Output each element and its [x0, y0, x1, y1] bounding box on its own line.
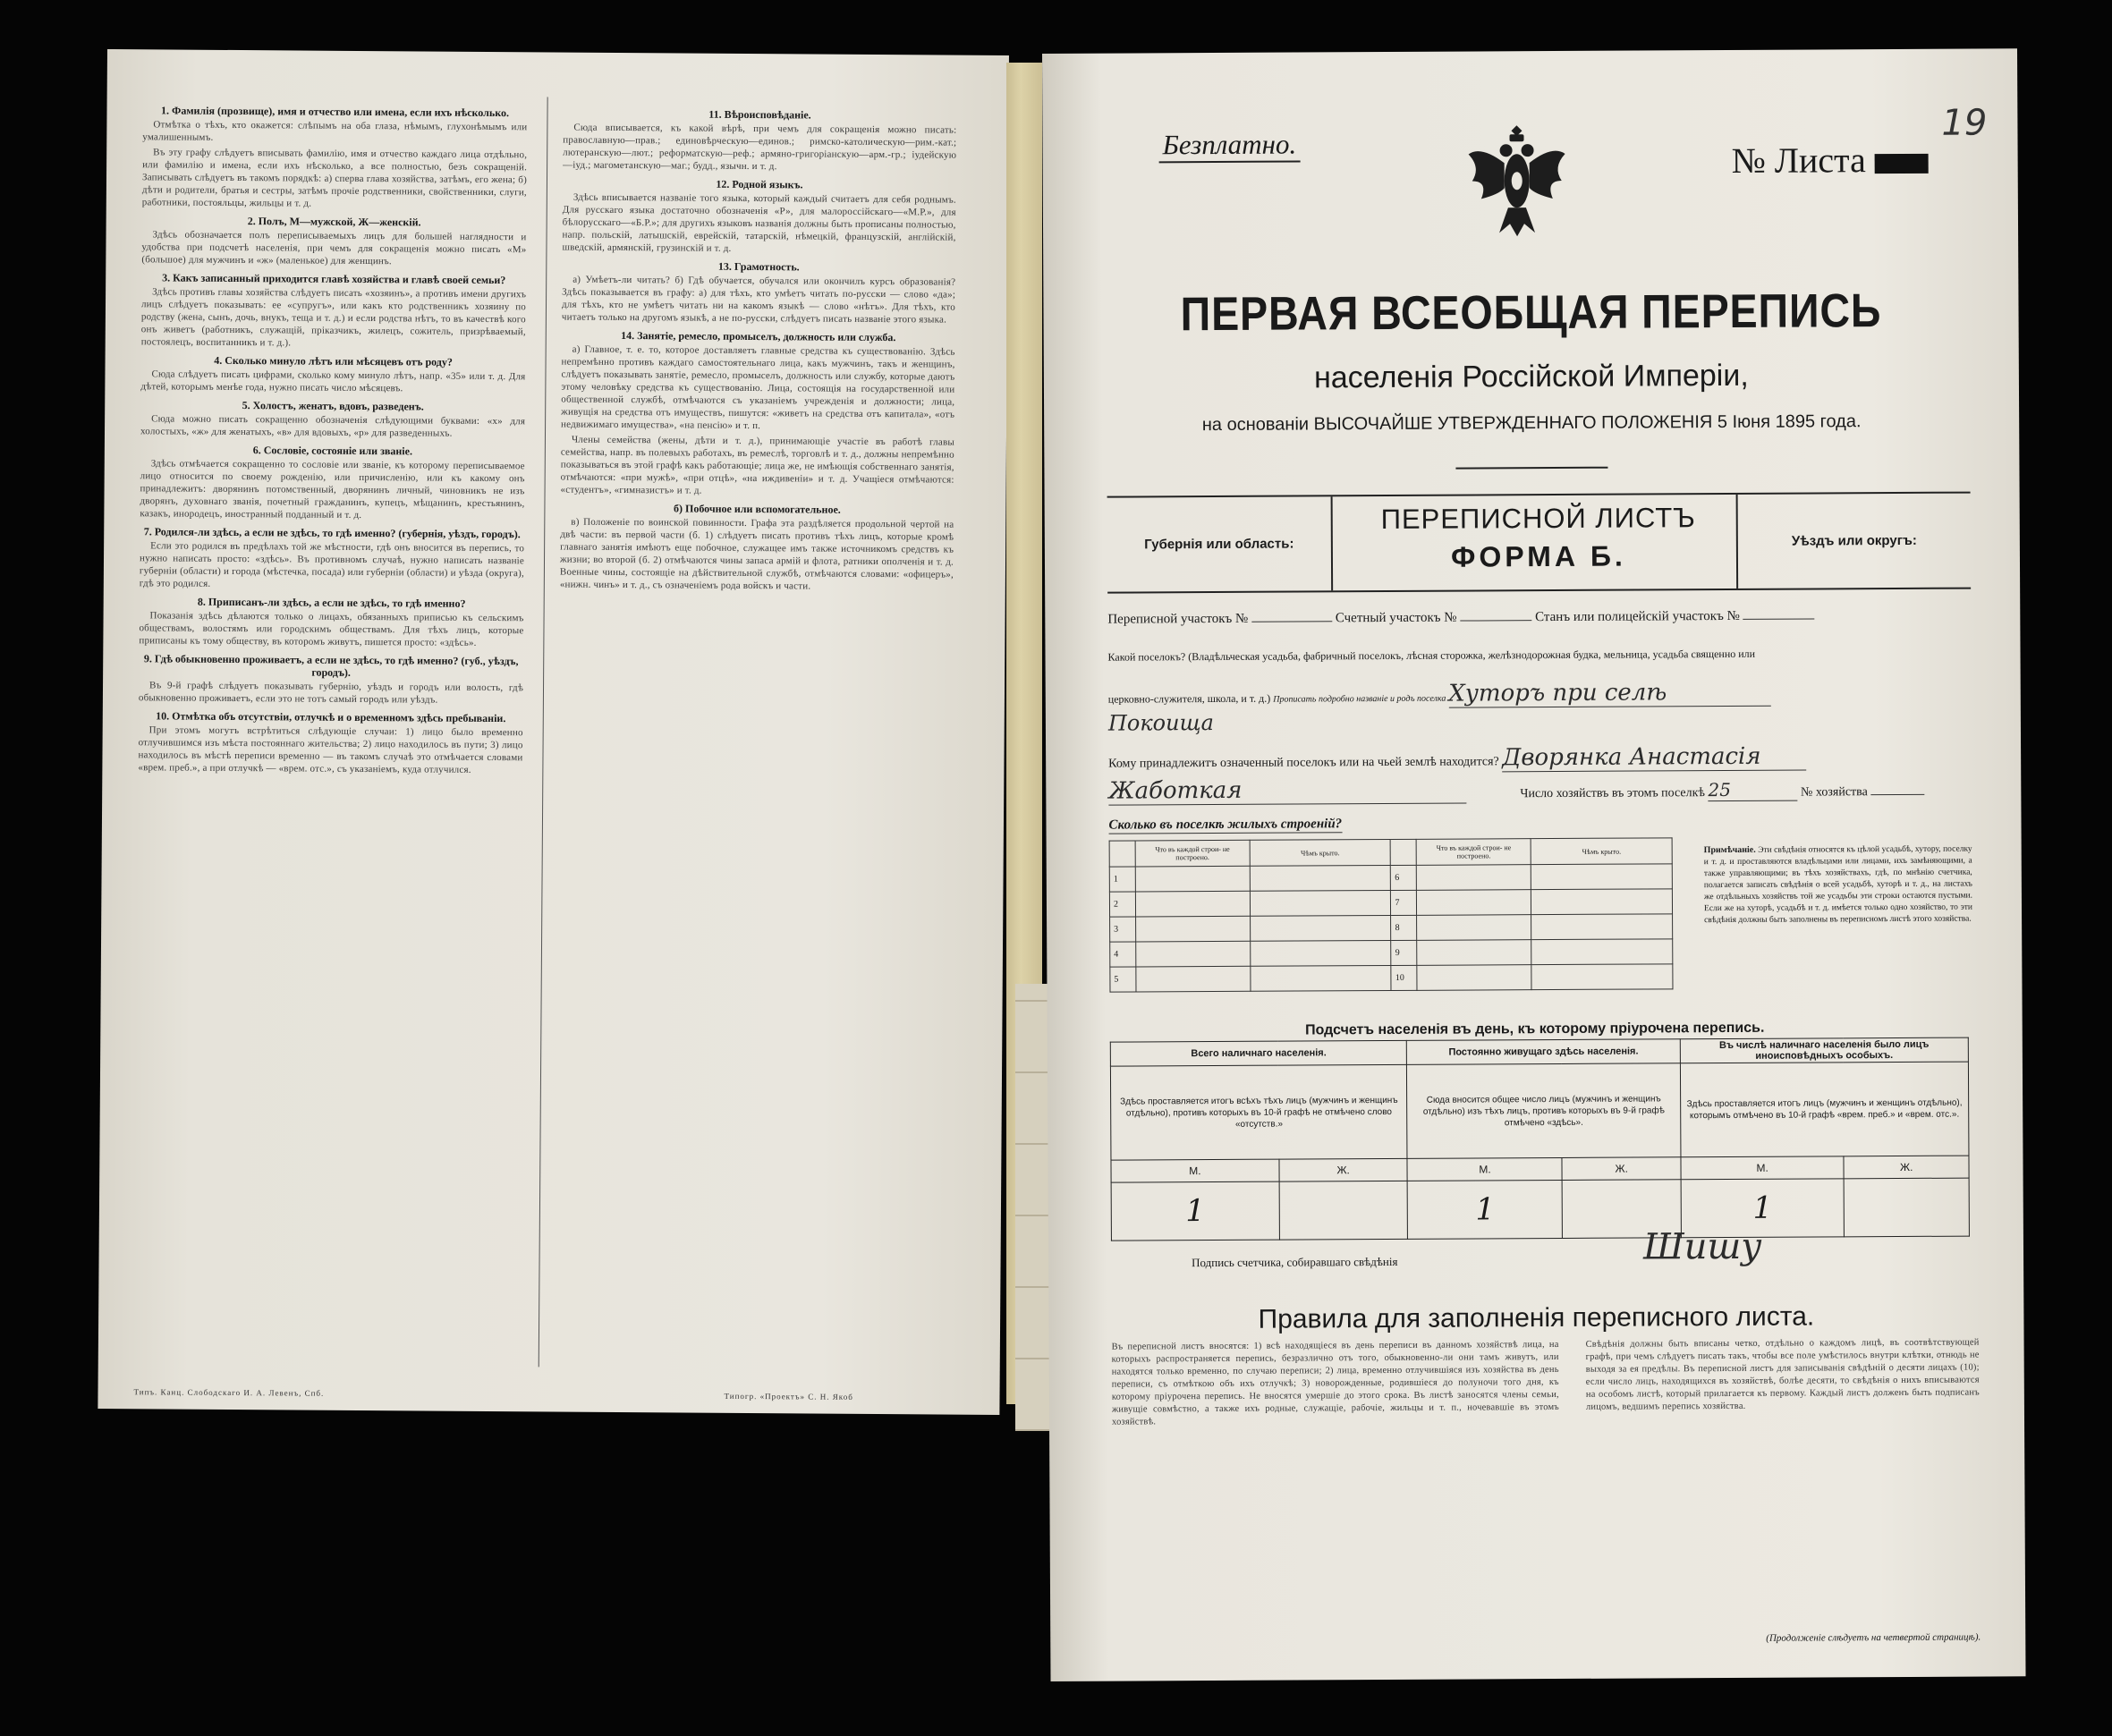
- buildings-note: [1704, 843, 1972, 927]
- building-cell: [1417, 940, 1531, 966]
- female-column-label: Ж.: [1562, 1157, 1680, 1181]
- enumerator-signature-label: Подпись счетчика, собиравшаго свѣдѣнія: [1192, 1254, 1398, 1270]
- form-header-box: [1107, 492, 1972, 594]
- note-text: Эти свѣдѣнія относятся къ цѣлой усадьбѣ, хутору, поселку и т. д. и проставляются владѣльцами или лицами, ихъ замѣняющими, а также управляющими; въ тѣхъ хозяйствахъ, гдѣ, по мнѣнію счетчика, полагается записать свѣдѣнія о всей усадьбѣ, хуторѣ и т. д., на листахъ же отдѣльныхъ хозяйствъ той же усадьбы эти строки остаются пустыми. Если же на хуторѣ, усадьбѣ и т. д. имѣется только одно хозяйство, то эти свѣдѣнія должны быть заполнены въ переписномъ листѣ этого хозяйства.: [1703, 844, 1973, 926]
- female-column-label: Ж.: [1279, 1158, 1408, 1181]
- buildings-header-built-2: Что въ каждой строи- не построено.: [1416, 839, 1531, 866]
- form-letter: ФОРМА Б.: [1451, 539, 1626, 573]
- building-cell: [1250, 915, 1391, 941]
- continued-note: (Продолженіе слѣдуетъ на четвертой страницѣ).: [1766, 1631, 1981, 1644]
- building-cell: [1531, 914, 1673, 940]
- households-count: 25: [1708, 779, 1797, 802]
- instruction-paragraph: Отмѣтка о тѣхъ, кто окажется: слѣпымъ на оба глаза, нѣмымъ, глухонѣмымъ или умалишеннымъ.: [142, 119, 528, 143]
- instruction-paragraph: а) Главное, т. е. то, которое доставляетъ главные средства къ существованію. Здѣсь непремѣнно противъ каждаго самостоятельнаго лица, какъ мужчинъ, такъ и женщинъ, слѣдуетъ показывать занятіе, ремесло, промыселъ, должность или службу, которые даютъ этому человѣку средства къ существованію. Лица, состоящія на государственной или общественной службѣ, отмѣчаются съ указаніемъ учрежденія и должности; лица, живущія на средства отъ имуществъ, пишутся: «живетъ на средства отъ капитала», «отъ недвижимаго имущества», «на пенсію» и т. п.: [561, 343, 955, 432]
- enumerator-signature: Шишу: [1642, 1225, 1762, 1268]
- building-number: 2: [1109, 892, 1135, 917]
- count-district-label: Счетный участокъ №: [1335, 610, 1457, 626]
- instruction-paragraph: Въ эту графу слѣдуетъ вписывать фамилію, имя и отчество каждаго лица отдѣльно, или фамилію и имена, если ихъ нѣсколько, а все полностью, безъ сокращеній. Записывать слѣдуетъ въ такомъ порядкѣ: а) сперва глава хозяйства, затѣмъ, его жена; б) дѣти и родители, братья и сестры, затѣмъ прочіе родственники, свойственники, слуги, работники, постояльцы, жильцы и т. д.: [141, 147, 528, 209]
- sheet-number-label: № Листа: [1731, 140, 1866, 181]
- building-row: [1110, 914, 1673, 942]
- uezd-field: Уѣздъ или округъ:: [1736, 494, 1972, 589]
- count-desc-resident: Сюда вносится общее число лицъ (мужчинъ и женщинъ отдѣльно) изъ тѣхъ лицъ, противъ которыхъ въ 9-й графѣ отмѣчено «здѣсь».: [1407, 1063, 1681, 1159]
- legal-basis: на основаніи ВЫСОЧАЙШЕ УТВЕРЖДЕННАГО ПОЛОЖЕНІЯ 5 Іюня 1895 года.: [1201, 411, 1862, 436]
- population-count-table: [1110, 1037, 1970, 1241]
- building-cell: [1417, 915, 1531, 941]
- settlement-label-cont: церковно-служителя, школа, и т. д.): [1107, 691, 1271, 706]
- title-rule: [1455, 467, 1607, 470]
- buildings-question: Сколько въ поселкѣ жилыхъ строеній?: [1108, 817, 1343, 833]
- building-row: [1109, 889, 1672, 917]
- instruction-paragraph: Въ 9-й графѣ слѣдуетъ показывать губернію, уѣздъ и городъ или волость, гдѣ обыкновенно проживаетъ, если это не тотъ самый городъ или уѣздъ.: [138, 680, 524, 706]
- count-value-other-m: 1: [1681, 1179, 1845, 1238]
- households-label: Число хозяйствъ въ этомъ поселкѣ: [1520, 786, 1706, 801]
- building-cell: [1135, 866, 1250, 892]
- census-district-field: [1251, 621, 1332, 622]
- census-district-label: Переписной участокъ №: [1107, 611, 1249, 627]
- instruction-heading: 14. Занятіе, ремесло, промыселъ, должность или служба.: [621, 329, 896, 344]
- building-cell: [1251, 965, 1392, 991]
- rules-text-right: Свѣдѣнія должны быть вписаны четко, отдѣльно о каждомъ лицѣ, въ соотвѣтствующей графѣ, при чемъ слѣдуетъ писать такъ, чтобы все поле умѣстилось внутри клѣтки, отнюдь не выходя за ея предѣлы. Въ переписной листъ для записыванія свѣдѣній о десяти лицахъ (10); если число лицъ, находящихся въ хозяйствѣ, болѣе десяти, то свѣдѣнія о нихъ вписываются на особомъ листѣ, который прилагается къ первому. Каждый листъ долженъ быть подписанъ лицомъ, ведшимъ перепись хозяйства.: [1585, 1337, 1980, 1412]
- count-header-resident: Постоянно живущаго здѣсь населенія.: [1407, 1039, 1681, 1065]
- rules-title: Правила для заполненія переписного листа.: [1258, 1301, 1815, 1334]
- note-title: Примѣчаніе.: [1703, 844, 1756, 856]
- building-cell: [1531, 964, 1673, 990]
- form-subtitle: населенія Россійской Имперіи,: [1313, 358, 1749, 395]
- redaction-bar: [1875, 154, 1929, 174]
- police-district-field: [1743, 618, 1815, 619]
- settlement-handwritten: Хуторъ при селѣ: [1448, 679, 1770, 708]
- instruction-paragraph: Показанія здѣсь дѣлаются только о лицахъ, обязанныхъ приписью къ сельскимъ обществамъ, волостямъ или городскимъ обществамъ. Для тѣхъ лицъ, которые приписаны къ тому обществу, въ которомъ живутъ, пишется просто: «здѣсь».: [139, 610, 524, 648]
- instruction-heading: 5. Холостъ, женатъ, вдовъ, разведенъ.: [242, 399, 424, 413]
- instruction-paragraph: Сюда слѣдуетъ писать цифрами, сколько кому минуло лѣтъ, напр. «35» или т. д. Для дѣтей, которымъ менѣе года, нужно писать число мѣсяцевъ.: [140, 368, 526, 394]
- settlement-value-row: [1108, 678, 1967, 710]
- instructions-column-right: [560, 102, 957, 597]
- building-cell: [1250, 890, 1391, 916]
- instruction-paragraph: При этомъ могутъ встрѣтиться слѣдующіе случаи: 1) лицо было временно отлучившимся изъ мѣста постояннаго жительства; 2) лицо находилось въ пути; 3) лицо находилось въ мѣстѣ переписи временно — въ такомъ случаѣ это отмѣчается словами «врем. преб.», а при отлучкѣ — «врем. отс.», съ указаніемъ, куда отлучился.: [138, 724, 523, 775]
- instruction-heading: 3. Какъ записанный приходится главѣ хозяйства и главѣ своей семьи?: [162, 271, 506, 287]
- buildings-header-roof-2: Чѣмъ крыто.: [1531, 838, 1672, 865]
- building-row: [1110, 939, 1673, 967]
- building-cell: [1531, 889, 1673, 915]
- female-column-label: Ж.: [1844, 1156, 1969, 1179]
- building-number: 6: [1391, 865, 1417, 890]
- instruction-paragraph: Здѣсь обозначается полъ переписываемыхъ лицъ для большей наглядности и удобства при подсчетѣ населенія, при чемъ для сокращенія можно писать «М» (большое) для мужчинъ и «ж» (маленькое) для женщинъ.: [141, 229, 527, 267]
- instruction-heading: б) Побочное или вспомогательное.: [673, 502, 841, 516]
- form-identifier: [1333, 495, 1744, 574]
- building-cell: [1251, 940, 1392, 966]
- settlement-hint: Прописать подробно названіе и родъ поселка: [1273, 693, 1446, 705]
- count-value-other-f: [1844, 1178, 1969, 1237]
- owner-handwritten-2: Жаботкая: [1108, 776, 1466, 806]
- instruction-paragraph: а) Умѣетъ-ли читать? б) Гдѣ обучается, обучался или окончилъ курсъ образованія? Здѣсь показывается въ графу: а) для тѣхъ, кто умѣетъ читать по-русски — слово «да»; для тѣхъ, кто не умѣетъ читать ни на какомъ языкѣ — слово «нѣтъ». Для тѣхъ, кто читаетъ только на другомъ языкѣ, а не по-русски, слѣдуетъ писать названіе этого языка.: [561, 274, 956, 326]
- instruction-paragraph: Здѣсь противъ главы хозяйства слѣдуетъ писать «хозяинъ», а противъ имени другихъ лицъ слѣдуетъ показывать: ее «супругъ», или какъ кто родственникъ хозяину по родству (жена, сынъ, дочь, внукъ, теща и т. д.) и если родства нѣтъ, то въ качествѣ кого онъ живетъ (работникъ, служащій, пріказчикъ, жилецъ, сожитель, призрѣваемый, постоялецъ, воспитанникъ и т. д.).: [140, 286, 527, 349]
- instruction-heading: 8. Приписанъ-ли здѣсь, а если не здѣсь, то гдѣ именно?: [197, 595, 466, 610]
- count-value-present-m: 1: [1111, 1181, 1279, 1241]
- population-count-title: Подсчетъ населенія въ день, къ которому пріурочена перепись.: [1305, 1020, 1765, 1038]
- building-cell: [1531, 939, 1673, 965]
- settlement-label: Какой поселокъ? (Владѣльческая усадьба, фабричный поселокъ, лѣсная сторожка, желѣзнодорожная будка, мельница, усадьба священно или: [1107, 647, 1756, 664]
- count-value-resident-m: 1: [1408, 1180, 1563, 1239]
- left-page: [98, 49, 1009, 1415]
- building-number: 3: [1110, 917, 1136, 942]
- instruction-heading: 13. Грамотность.: [717, 259, 800, 274]
- building-cell: [1136, 966, 1251, 992]
- building-number: 7: [1391, 890, 1417, 915]
- count-value-present-f: [1279, 1181, 1408, 1240]
- building-cell: [1135, 916, 1250, 942]
- handwritten-page-number: 19: [1941, 102, 1988, 144]
- building-cell: [1250, 865, 1391, 891]
- instruction-heading: 4. Сколько минуло лѣтъ или мѣсяцевъ отъ роду?: [214, 353, 453, 368]
- instruction-paragraph: Если это родился въ предѣлахъ той же мѣстности, гдѣ онъ вносится въ перепись, то нужно написать просто: «здѣсь». Въ противномъ случаѣ, нужно написать названіе губерніи (области) и города (мѣстечка, посада) или губерніи (области) и уѣзда (округа), гдѣ это родился.: [139, 540, 525, 589]
- male-column-label: М.: [1111, 1159, 1279, 1182]
- instruction-heading: 9. Гдѣ обыкновенно проживаетъ, а если не здѣсь, то гдѣ именно? (губ., уѣздъ, городъ).: [143, 652, 519, 679]
- building-number: 8: [1391, 915, 1417, 940]
- building-number: 5: [1110, 967, 1136, 992]
- form-name: ПЕРЕПИСНОЙ ЛИСТЪ: [1380, 502, 1696, 536]
- owner-label: Кому принадлежитъ означенный поселокъ или на чьей землѣ находится?: [1108, 755, 1499, 771]
- building-cell: [1136, 941, 1251, 967]
- instruction-paragraph: Сюда вписывается, къ какой вѣрѣ, при чемъ для сокращенія можно писать: православную—прав.; единовѣрческую—единов.; римско-католическую—рим.-кат.; лютеранскую—лют.; реформатскую—реф.; армяно-григорiанскую—арм.-гр.; іудейскую—іуд.; магометанскую—маг.; будд., язычн. и т. д.: [563, 122, 957, 173]
- instruction-heading: 6. Сословіе, состояніе или званіе.: [252, 444, 413, 458]
- instruction-paragraph: Здѣсь вписывается названіе того языка, который каждый считаетъ для себя роднымъ. Для русскаго языка достаточно обозначенія «Р», для малороссійскаго—«М.Р.», для бѣлорусскаго—«Б.Р.»; для другихъ языковъ названія должны быть прописаны полностью, напр. польскій, латышскій, еврейскій, татарскій, нѣмецкій, французскій, англійскій, шведскій, армянскій, грузинскій и т. д.: [562, 191, 956, 254]
- building-row: [1109, 864, 1672, 892]
- building-cell: [1417, 890, 1531, 916]
- male-column-label: М.: [1407, 1157, 1562, 1181]
- building-number: 9: [1391, 940, 1417, 965]
- count-header-other: Въ числѣ наличнаго населенія было лицъ иноисповѣдныхъ особыхъ.: [1680, 1037, 1968, 1063]
- owner-row: [1108, 741, 1985, 774]
- instructions-column-left: [138, 98, 527, 779]
- building-number: 10: [1391, 965, 1417, 990]
- instruction-heading: 10. Отмѣтка объ отсутствіи, отлучкѣ и о временномъ здѣсь пребываніи.: [156, 709, 506, 725]
- buildings-header-roof: Чѣмъ крыто.: [1250, 839, 1391, 866]
- count-desc-other: Здѣсь проставляется итогъ лицъ (мужчинъ и женщинъ отдѣльно), которымъ отмѣчено въ 10-й графѣ «врем. преб.» и «врем. отс.».: [1680, 1062, 1969, 1157]
- imperial-eagle-emblem: [1463, 118, 1571, 244]
- building-cell: [1417, 965, 1531, 991]
- buildings-table: [1109, 837, 1674, 992]
- instruction-paragraph: Сюда можно писать сокращенно обозначенія слѣдующими буквами: «х» для холостыхъ, «ж» для женатыхъ, «в» для вдовыхъ, «р» для разведенныхъ.: [140, 413, 526, 439]
- form-title: ПЕРВАЯ ВСЕОБЩАЯ ПЕРЕПИСЬ: [1180, 284, 1882, 342]
- owner-handwritten: Дворянка Анастасія: [1502, 743, 1806, 773]
- free-stamp: Безплатно.: [1158, 128, 1300, 163]
- instruction-paragraph: Здѣсь отмѣчается сокращенно то сословіе или званіе, къ которому переписываемое лицо относится по своему рожденію, или причисленію, или къ какому онъ принадлежитъ: дворянинъ потомственный, дворянинъ личный, чиновникъ не изъ дворянъ, духовнаго званія, почетный гражданинъ, купецъ, мѣщанинъ, крестьянинъ, казакъ, инородецъ, иностранный подданный и т. д.: [140, 458, 525, 521]
- households-row: [1520, 777, 1985, 802]
- count-district-field: [1460, 620, 1531, 621]
- settlement-type-row: [1107, 647, 1966, 665]
- sheet-number: [1732, 139, 1929, 182]
- gubernia-field: Губернія или область:: [1107, 496, 1334, 591]
- rules-text-left: Въ переписной листъ вносятся: 1) всѣ находящіеся въ день переписи въ данномъ хозяйствѣ лица, на которыхъ распространяется перепись, безразлично отъ того, обыкновенно-ли они тамъ живутъ, или находятся только временно, по случаю переписи; 2) лица, временно отлучившіяся изъ хозяйства въ день переписи, съ отмѣткою объ ихъ отлучкѣ; 3) новорожденные, родившіеся до полуночи того дня, къ которому пріурочена перепись. Не вносятся умершіе до этого срока. Въ листѣ заносятся члены семьи, живущіе совмѣстно, а также ихъ родные, служащіе, рабочіе, жильцы и т. п., ночевавшіе въ этомъ хозяйствѣ.: [1111, 1339, 1559, 1427]
- instruction-heading: 12. Родной языкъ.: [716, 177, 803, 191]
- district-numbers-row: [1107, 608, 1966, 628]
- buildings-header-built: Что въ каждой строи- не построено.: [1135, 840, 1250, 867]
- instruction-heading: 7. Родился-ли здѣсь, а если не здѣсь, то гдѣ именно? (губернія, уѣздъ, городъ).: [143, 525, 521, 541]
- count-header-present: Всего наличнаго населенія.: [1110, 1040, 1407, 1066]
- count-desc-present: Здѣсь проставляется итогъ всѣхъ тѣхъ лицъ (мужчинъ и женщинъ отдѣльно), противъ которыхъ въ 10-й графѣ не отмѣчено слово «отсутств.»: [1110, 1064, 1407, 1160]
- building-cell: [1135, 891, 1250, 917]
- police-district-label: Станъ или полицейскій участокъ №: [1535, 608, 1740, 625]
- printer-imprint-right: Типогр. «Проектъ» С. Н. Якоб: [724, 1391, 853, 1402]
- printer-imprint-left: Типъ. Канц. Слободскаго И. А. Левенъ, Спб.: [133, 1387, 325, 1398]
- census-form-page: [1042, 48, 2026, 1681]
- instruction-heading: 2. Полъ, М—мужской, Ж—женскій.: [247, 215, 421, 229]
- household-number-label: № хозяйства: [1800, 785, 1868, 800]
- building-cell: [1531, 864, 1673, 890]
- building-row: [1110, 964, 1673, 992]
- instruction-heading: 1. Фамилія (прозвище), имя и отчество или имена, если ихъ нѣсколько.: [160, 104, 510, 120]
- column-divider: [539, 97, 548, 1367]
- building-cell: [1417, 865, 1531, 891]
- instruction-heading: 11. Вѣроисповѣданіе.: [708, 107, 811, 122]
- male-column-label: М.: [1681, 1156, 1845, 1180]
- instruction-paragraph: Члены семейства (жены, дѣти и т. д.), принимающіе участіе въ работѣ главы семейства, напр. въ полевыхъ работахъ, въ ремеслѣ, торговлѣ и т. д., должны непремѣнно показываться въ этой графѣ какъ работающіе; лица же, не имѣющія собственнаго занятія, отмѣчаются: «при мужѣ», «при отцѣ», «на иждивеніи» и т. д. Учащіеся отмѣчаются: «студентъ», «гимназистъ» и т. д.: [560, 434, 954, 496]
- household-number-field: [1870, 794, 1924, 795]
- building-number: 4: [1110, 942, 1136, 967]
- settlement-handwritten-2: Покоища: [1107, 710, 1214, 736]
- building-number: 1: [1109, 867, 1135, 892]
- instruction-paragraph: в) Положеніе по воинской повинности. Графа эта раздѣляется продольной чертой на двѣ части: въ первой части (б. 1) слѣдуетъ писать противъ тѣхъ лицъ, которые кромѣ главнаго занятія имѣютъ еще побочное, служащее имъ также источникомъ средствъ къ жизни; во второй (б. 2) отмѣчаются чины запаса армій и флота, ратники ополченія и т. д. Военные чины, состоящіе на дѣйствительной службѣ, отмѣчаются словами: «офицеръ», «нижн. чинъ» и т. д., съ означеніемъ рода войскъ и части.: [559, 516, 954, 592]
